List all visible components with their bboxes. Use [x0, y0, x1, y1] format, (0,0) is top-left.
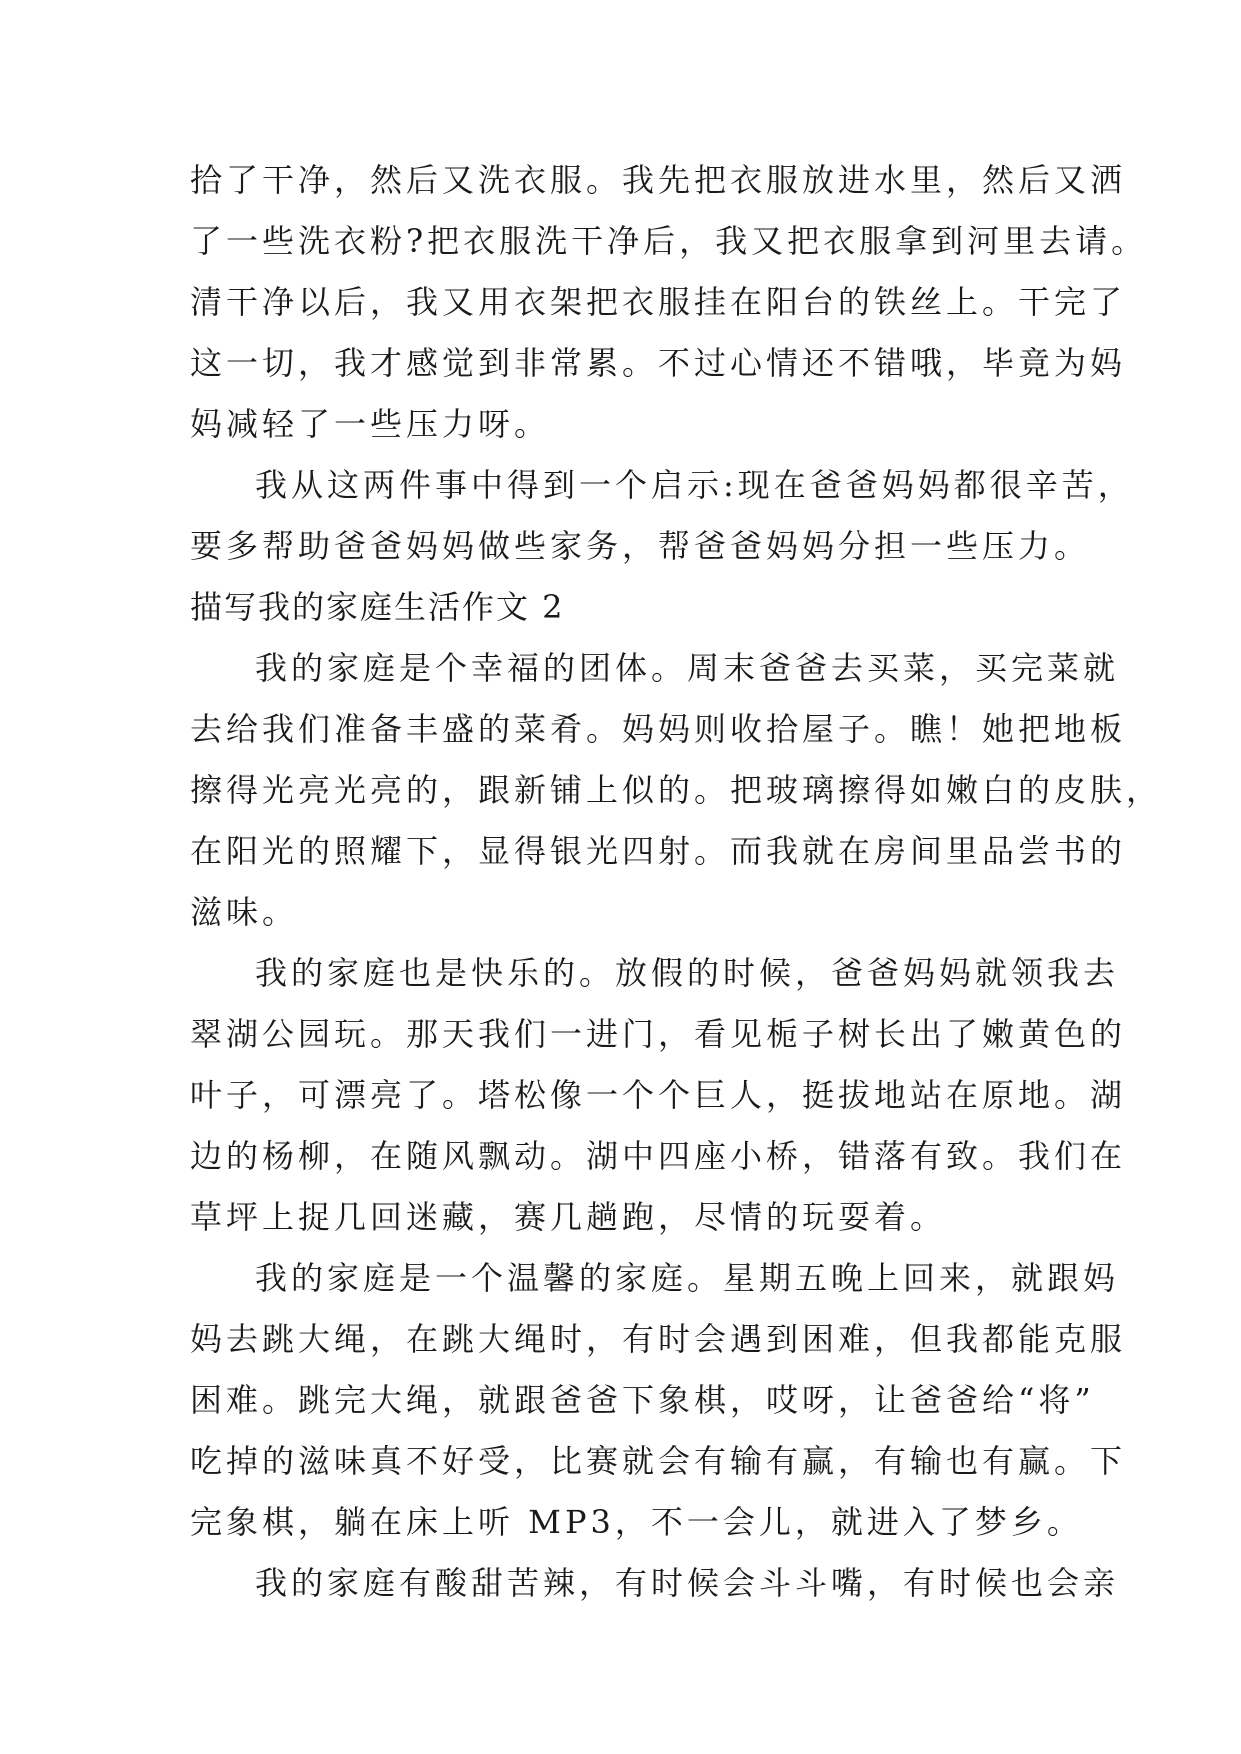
- text-line: 边的杨柳，在随风飘动。湖中四座小桥，错落有致。我们在: [190, 1137, 1127, 1175]
- essay-body: [190, 150, 1163, 1614]
- text-line: 草坪上捉几回迷藏，赛几趟跑，尽情的玩耍着。: [190, 1198, 947, 1236]
- text-line: 我的家庭是个幸福的团体。周末爸爸去买菜，买完菜就: [255, 649, 1120, 687]
- text-line: 我从这两件事中得到一个启示:现在爸爸妈妈都很辛苦，: [255, 466, 1134, 504]
- text-line: 我的家庭也是快乐的。放假的时候，爸爸妈妈就领我去: [255, 954, 1120, 992]
- text-line: 擦得光亮光亮的，跟新铺上似的。把玻璃擦得如嫩白的皮肤，: [190, 771, 1163, 809]
- section-heading: 描写我的家庭生活作文 2: [190, 588, 565, 626]
- text-line: 吃掉的滋味真不好受，比赛就会有输有赢，有输也有赢。下: [190, 1442, 1127, 1480]
- text-line: 我的家庭是一个温馨的家庭。星期五晚上回来，就跟妈: [255, 1259, 1120, 1297]
- text-line: 了一些洗衣粉?把衣服洗干净后，我又把衣服拿到河里去请。: [190, 222, 1148, 260]
- text-line: 妈去跳大绳，在跳大绳时，有时会遇到困难，但我都能克服: [190, 1320, 1127, 1358]
- text-line: 滋味。: [190, 893, 299, 931]
- text-line: 完象棋，躺在床上听 MP3，不一会儿，就进入了梦乡。: [190, 1503, 1083, 1541]
- text-line: 在阳光的照耀下，显得银光四射。而我就在房间里品尝书的: [190, 832, 1127, 870]
- text-line: 清干净以后，我又用衣架把衣服挂在阳台的铁丝上。干完了: [190, 283, 1127, 321]
- text-line: 去给我们准备丰盛的菜肴。妈妈则收拾屋子。瞧！她把地板: [190, 710, 1127, 748]
- text-line: 叶子，可漂亮了。塔松像一个个巨人，挺拔地站在原地。湖: [190, 1076, 1127, 1114]
- text-line: 困难。跳完大绳，就跟爸爸下象棋，哎呀，让爸爸给“将”: [190, 1381, 1095, 1419]
- text-line: 这一切，我才感觉到非常累。不过心情还不错哦，毕竟为妈: [190, 344, 1127, 382]
- text-line: 翠湖公园玩。那天我们一进门，看见栀子树长出了嫩黄色的: [190, 1015, 1127, 1053]
- text-line: 拾了干净，然后又洗衣服。我先把衣服放进水里，然后又洒: [190, 161, 1127, 199]
- text-line: 我的家庭有酸甜苦辣，有时候会斗斗嘴，有时候也会亲: [255, 1564, 1120, 1602]
- text-line: 妈减轻了一些压力呀。: [190, 405, 551, 443]
- text-line: 要多帮助爸爸妈妈做些家务，帮爸爸妈妈分担一些压力。: [190, 527, 1091, 565]
